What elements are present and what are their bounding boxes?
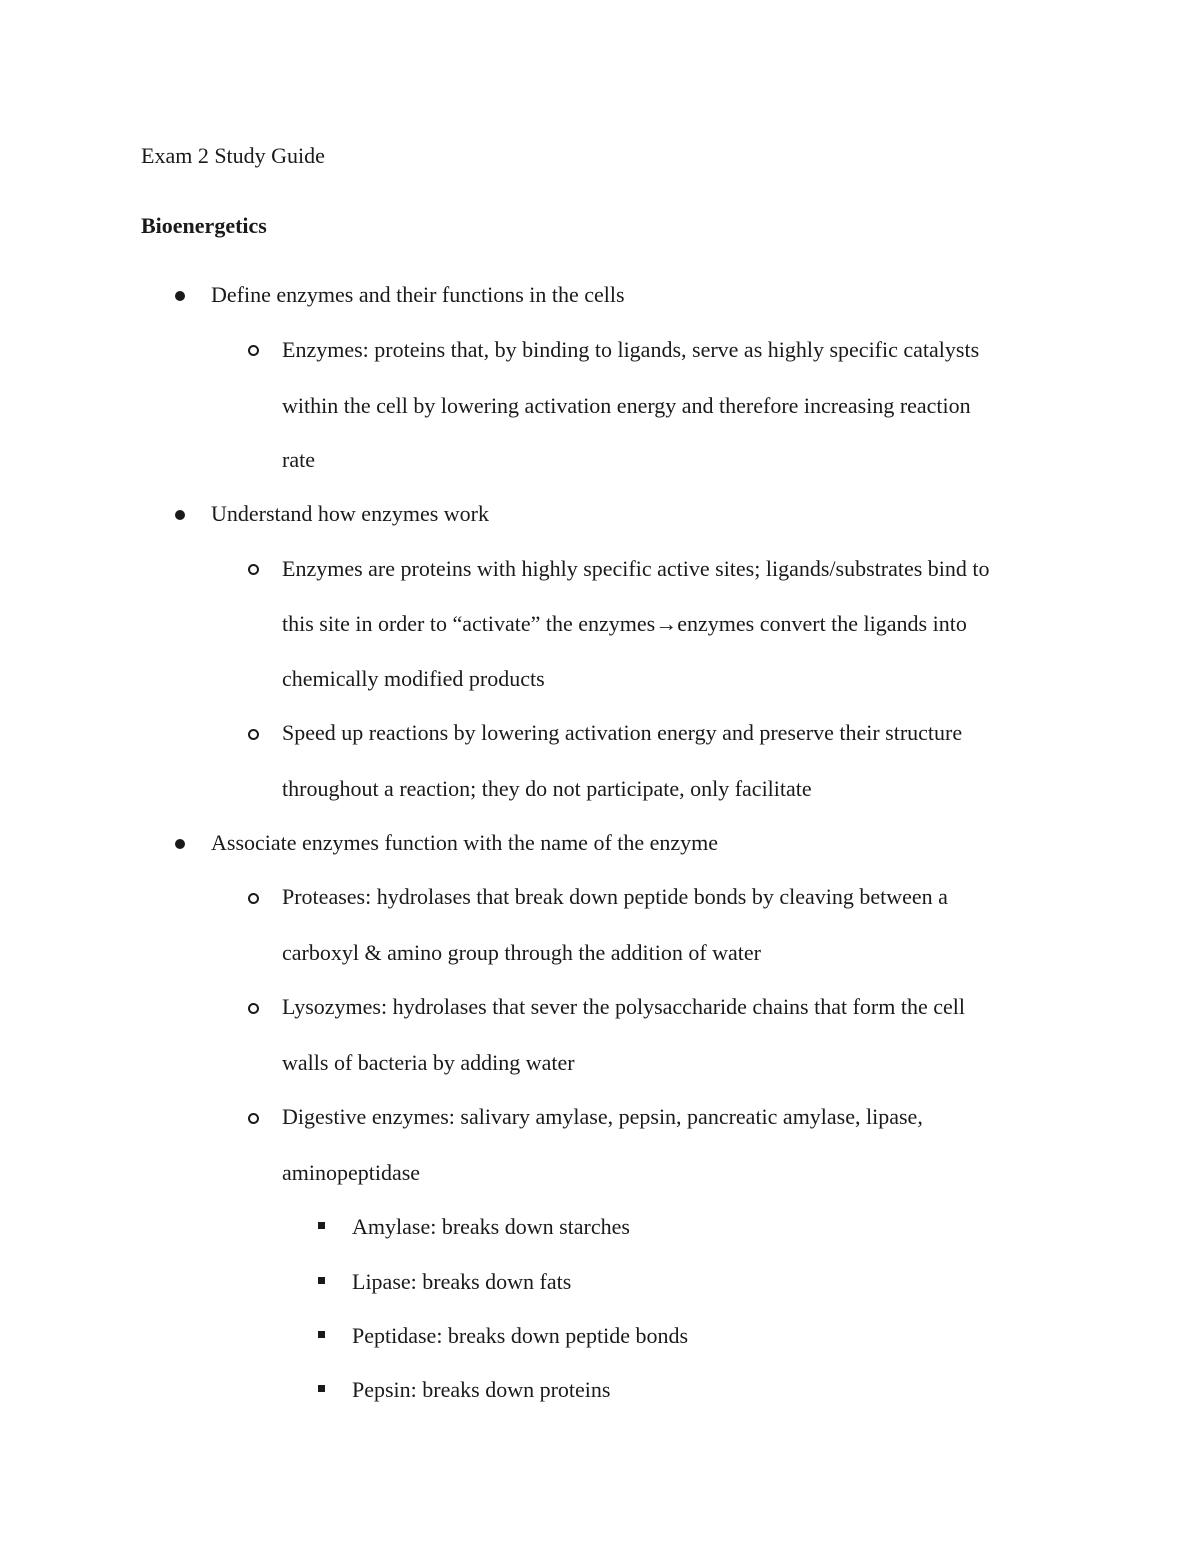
- bullet-circle-icon: [248, 893, 259, 904]
- bullet-circle-icon: [248, 345, 259, 356]
- bullet-disc-icon: [175, 510, 185, 520]
- sub-list-item-line: Proteases: hydrolases that break down peptide bonds by cleaving between a: [282, 884, 948, 909]
- sub-list-item-line: walls of bacteria by adding water: [282, 1050, 575, 1075]
- sub-list-item-line: chemically modified products: [282, 666, 545, 691]
- bullet-square-icon: [318, 1385, 325, 1392]
- sub-list-item-line: Digestive enzymes: salivary amylase, pepsin, pancreatic amylase, lipase,: [282, 1104, 923, 1129]
- sub-list-item-line: within the cell by lowering activation energy and therefore increasing reaction: [282, 393, 971, 418]
- bullet-circle-icon: [248, 564, 259, 575]
- sub-list-item-line: aminopeptidase: [282, 1160, 421, 1185]
- bullet-square-icon: [318, 1331, 325, 1338]
- bullet-circle-icon: [248, 1003, 259, 1014]
- sub-sub-list-item: Peptidase: breaks down peptide bonds: [352, 1323, 689, 1348]
- sub-list-item-line: carboxyl & amino group through the addition of water: [282, 940, 761, 965]
- bullet-circle-icon: [248, 729, 259, 740]
- document-title: Exam 2 Study Guide: [141, 143, 325, 168]
- sub-sub-list-item: Lipase: breaks down fats: [352, 1269, 572, 1294]
- section-heading: Bioenergetics: [141, 213, 267, 238]
- bullet-square-icon: [318, 1222, 325, 1229]
- bullet-circle-icon: [248, 1113, 259, 1124]
- sub-list-item-line: Enzymes are proteins with highly specific active sites; ligands/substrates bind to: [282, 556, 990, 581]
- sub-list-item-line: throughout a reaction; they do not participate, only facilitate: [282, 776, 812, 801]
- sub-list-item-line: this site in order to “activate” the enzymes→enzymes convert the ligands into: [282, 611, 967, 636]
- sub-sub-list-item: Pepsin: breaks down proteins: [352, 1377, 611, 1402]
- sub-list-item-line: rate: [282, 447, 315, 472]
- bullet-disc-icon: [175, 839, 185, 849]
- list-item: Understand how enzymes work: [211, 501, 489, 526]
- sub-sub-list-item: Amylase: breaks down starches: [352, 1214, 630, 1239]
- sub-list-item-line: Speed up reactions by lowering activation energy and preserve their structure: [282, 720, 963, 745]
- list-item: Associate enzymes function with the name of the enzyme: [211, 830, 719, 855]
- bullet-disc-icon: [175, 291, 185, 301]
- bullet-square-icon: [318, 1277, 325, 1284]
- sub-list-item-line: Enzymes: proteins that, by binding to ligands, serve as highly specific catalysts: [282, 337, 980, 362]
- list-item: Define enzymes and their functions in the cells: [211, 282, 625, 307]
- sub-list-item-line: Lysozymes: hydrolases that sever the polysaccharide chains that form the cell: [282, 994, 965, 1019]
